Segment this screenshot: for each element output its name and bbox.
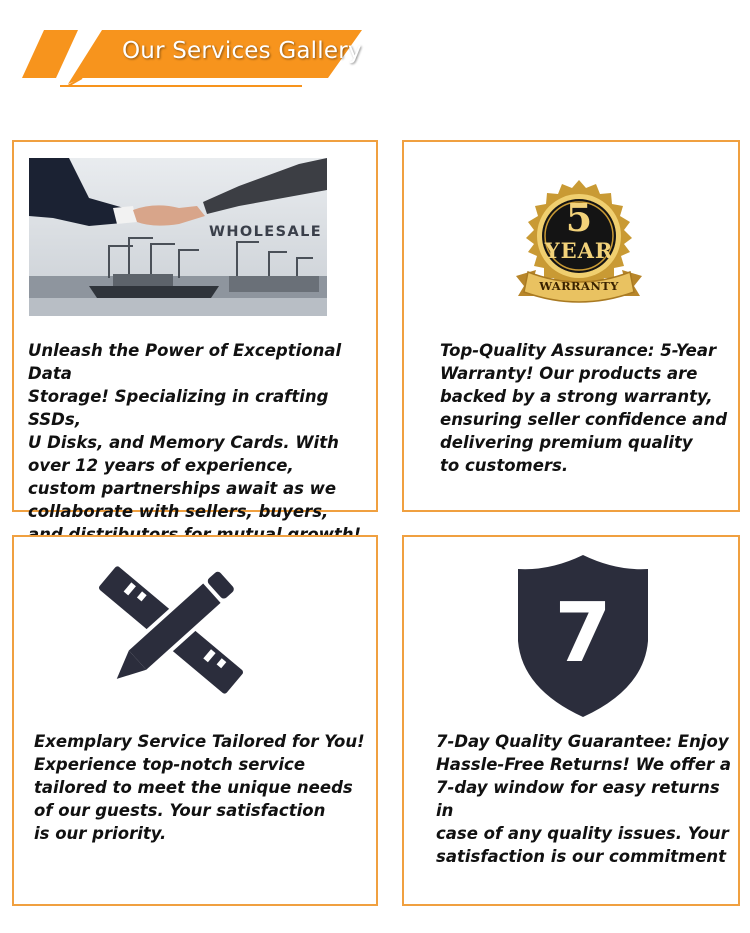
card-description: Exemplary Service Tailored for You! Experience top-notch service tailored to meet the unique needs of our guests. Your satisfaction is our priority. — [34, 732, 365, 843]
section-header — [22, 26, 372, 90]
service-card-wholesale — [12, 140, 378, 521]
service-card-warranty — [402, 140, 740, 512]
warranty-year-label: YEAR — [544, 238, 614, 263]
wholesale-label: WHOLESALE — [209, 224, 323, 240]
page-title: Our Services Gallery — [122, 38, 362, 64]
card-description: 7-Day Quality Guarantee: Enjoy Hassle-Free Returns! We offer a 7-day window for easy returns in case of any quality issues. Your satisfaction is our commitment — [436, 732, 732, 866]
service-card-tailored — [12, 535, 378, 906]
shield-icon — [516, 555, 650, 717]
card-description: Top-Quality Assurance: 5-Year Warranty! Our products are backed by a strong warranty, ensuring seller confidence and delivering premium quality to customers. — [440, 341, 728, 475]
service-card-guarantee — [402, 535, 740, 906]
warranty-number: 5 — [565, 195, 593, 240]
warranty-badge-icon — [510, 180, 648, 320]
pencil-ruler-icon — [96, 565, 246, 695]
card-description: Unleash the Power of Exceptional Data Storage! Specializing in crafting SSDs, U Disks, and Memory Cards. With over 12 years of experience, custom partnerships await as we collaborate with sellers, buyers, — [28, 341, 342, 521]
wholesale-photo — [29, 158, 327, 316]
warranty-ribbon-label: WARRANTY — [539, 279, 619, 293]
guarantee-number: 7 — [554, 586, 612, 681]
